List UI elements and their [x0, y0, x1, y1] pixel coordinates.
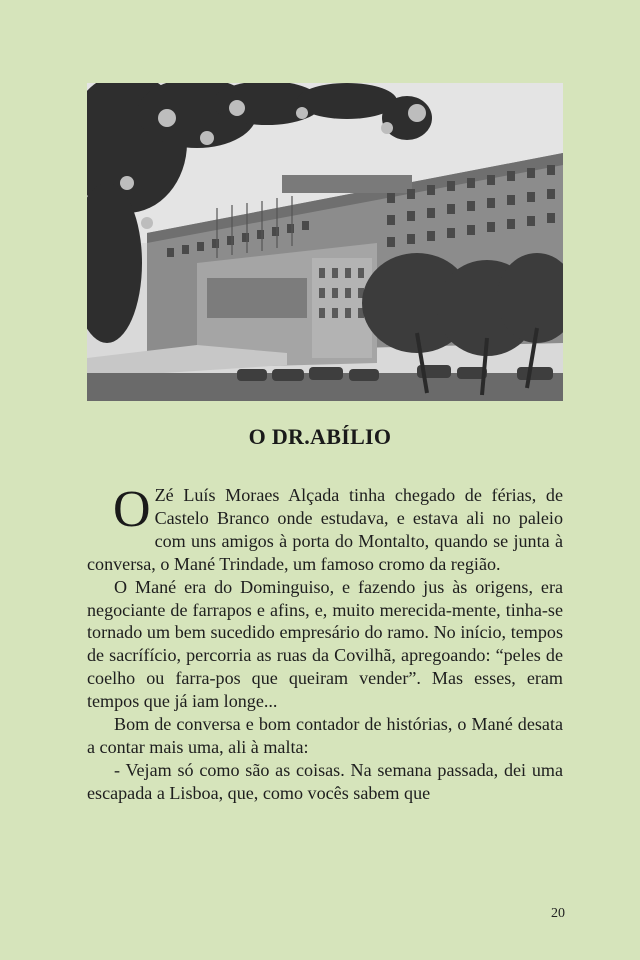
drop-cap: O — [113, 481, 151, 538]
paragraph-4: - Vejam só como são as coisas. Na semana passada, dei uma escapada a Lisboa, que, como vocês sabem que — [87, 759, 563, 803]
chapter-title: O DR.ABÍLIO — [248, 424, 392, 449]
paragraph-3: Bom de conversa e bom contador de histórias, o Mané desata a contar mais uma, ali à malta: — [87, 714, 563, 757]
page-number: 20 — [551, 906, 565, 921]
paragraph-2: O Mané era do Dominguiso, e fazendo jus às origens, era negociante de farrapos e afins, e, muito merecida-mente, tinha-se tornado um bem sucedido empresário do ramo. No início, tempos de sacrífício, percorria as ruas da Covilhã, apregoando: “peles de coelho ou farra-pos que queiram vender”. Mas esses, eram tempos que já iam longe... — [87, 576, 563, 712]
body-text — [87, 481, 563, 805]
paragraph-1-text: Zé Luís Moraes Alçada tinha chegado de férias, de Castelo Branco onde estudava, e estava ali no paleio com uns amigos à porta do Montalto, quando se junta à conversa, o Mané Trindade, um famoso cromo da região. — [87, 485, 563, 574]
paragraph-1 — [87, 481, 563, 576]
hospital-building-photo-icon — [87, 83, 563, 401]
hospital-photo — [87, 83, 563, 401]
